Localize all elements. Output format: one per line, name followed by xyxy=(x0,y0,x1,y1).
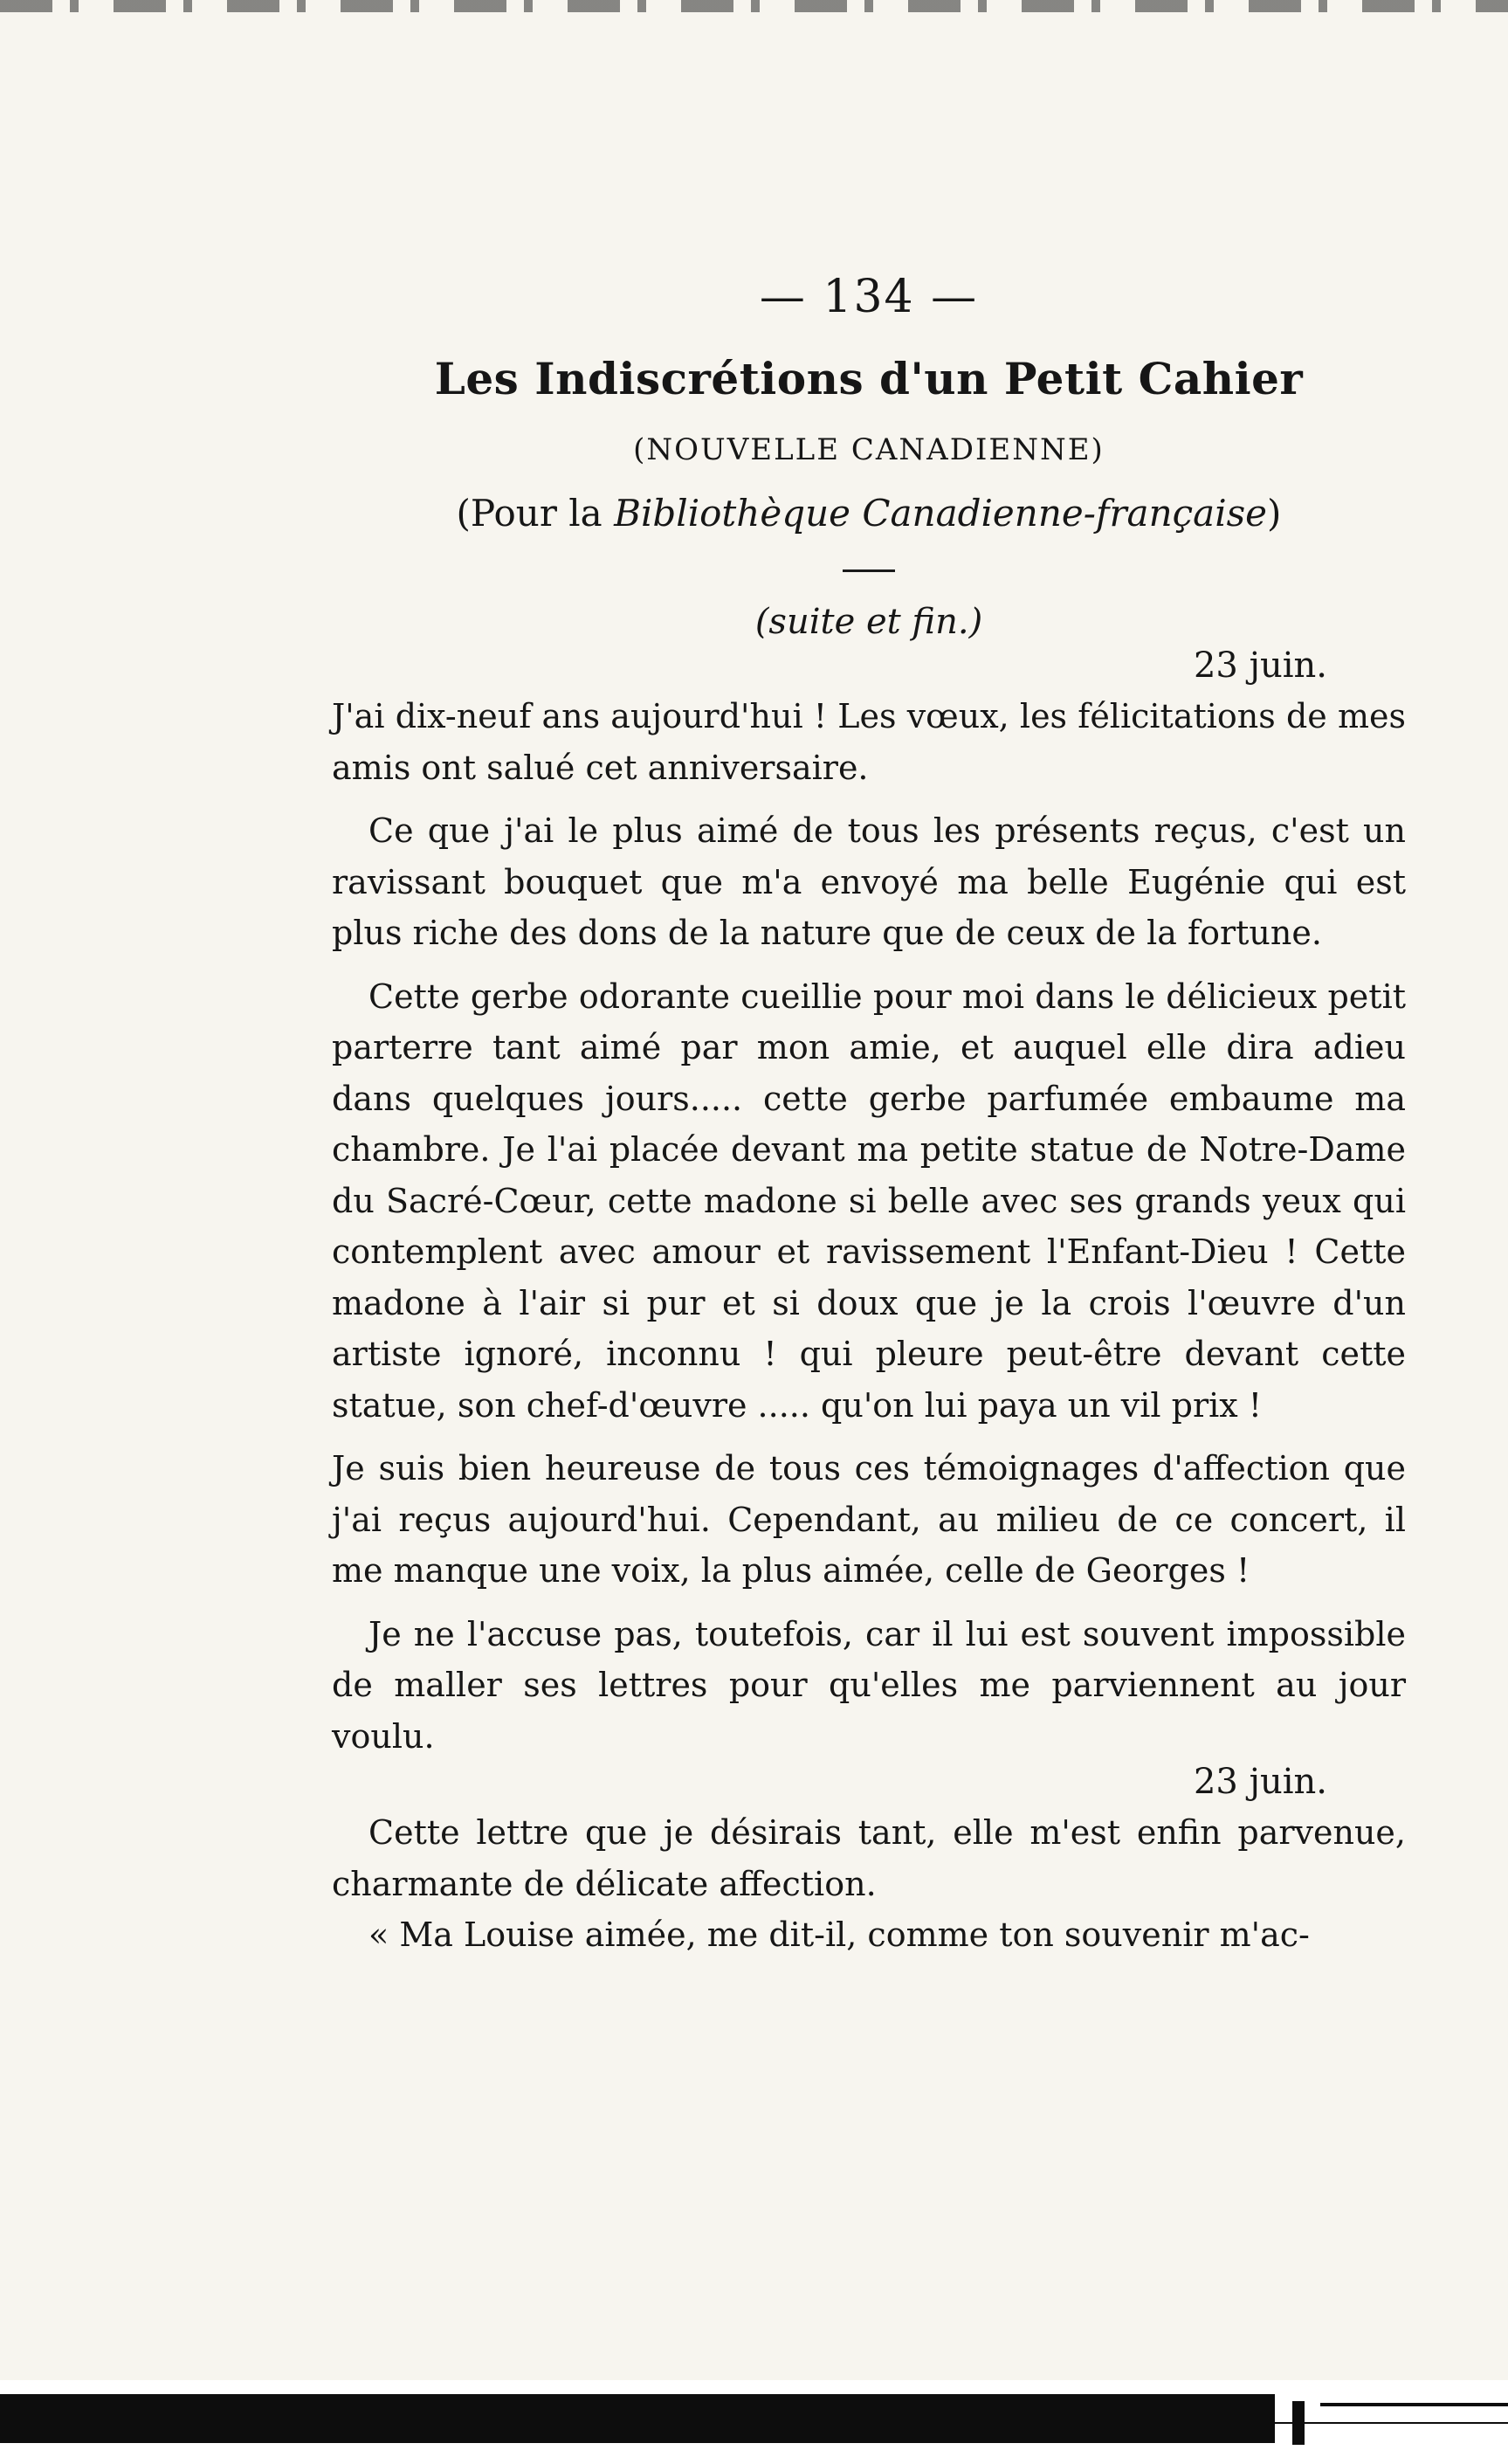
subtitle: (NOUVELLE CANADIENNE) xyxy=(633,432,1105,467)
paragraph: Cette lettre que je désirais tant, elle m'est enfin parvenue, charmante de délicate affection. xyxy=(332,1813,1406,1903)
paragraph: Je suis bien heureuse de tous ces témoignages d'affection que j'ai reçus aujourd'hui. Cependant, au milieu de ce concert, il me manque une voix, la plus aimée, celle de Georges ! xyxy=(332,1449,1406,1590)
book-page xyxy=(332,271,1406,1961)
paragraph: Cette gerbe odorante cueillie pour moi dans le délicieux petit parterre tant aimé par mon amie, et auquel elle dira adieu dans quelques jours..... cette gerbe parfumée embaume ma chambre. Je l'ai placée devant ma petite statue de Notre-Dame du Sacré-Cœur, cette madone si belle avec ses grands yeux qui contemplent avec amour et ravissement l'Enfant-Dieu ! Cette madone à l'air si pur et si doux que je la crois l'œuvre d'un artiste ignoré, inconnu ! qui pleure peut-être devant cette statue, son chef-d'œuvre ..... qu'on lui paya un vil prix ! xyxy=(332,977,1406,1425)
dedication-prefix: (Pour la xyxy=(456,492,615,535)
separator-rule xyxy=(843,569,895,572)
page-number: — 134 — xyxy=(759,271,979,323)
body-text xyxy=(332,645,1406,1961)
scan-edge-top xyxy=(0,0,1508,12)
paragraph: Ce que j'ai le plus aimé de tous les présents reçus, c'est un ravissant bouquet que m'a envoyé ma belle Eugénie qui est plus riche des dons de la nature que de ceux de la fortune. xyxy=(332,811,1406,952)
scan-edge-bottom xyxy=(0,2380,1508,2464)
dedication-suffix: ) xyxy=(1267,492,1282,535)
dedication-italic: Bibliothèque Canadienne-française xyxy=(614,492,1268,535)
paragraph: J'ai dix-neuf ans aujourd'hui ! Les vœux, les félicitations de mes amis ont salué cet anniversaire. xyxy=(332,697,1406,787)
paragraph: « Ma Louise aimée, me dit-il, comme ton souvenir m'ac- xyxy=(368,1915,1310,1954)
entry-date: 23 juin. xyxy=(1193,1762,1327,1802)
paragraph: Je ne l'accuse pas, toutefois, car il lui est souvent impossible de maller ses lettres pour qu'elles me parviennent au jour voulu. xyxy=(332,1614,1406,1756)
dedication xyxy=(332,492,1406,535)
chapter-title: Les Indiscrétions d'un Petit Cahier xyxy=(434,353,1304,404)
entry-date: 23 juin. xyxy=(1193,645,1327,686)
continuation-note: (suite et fin.) xyxy=(754,602,983,642)
